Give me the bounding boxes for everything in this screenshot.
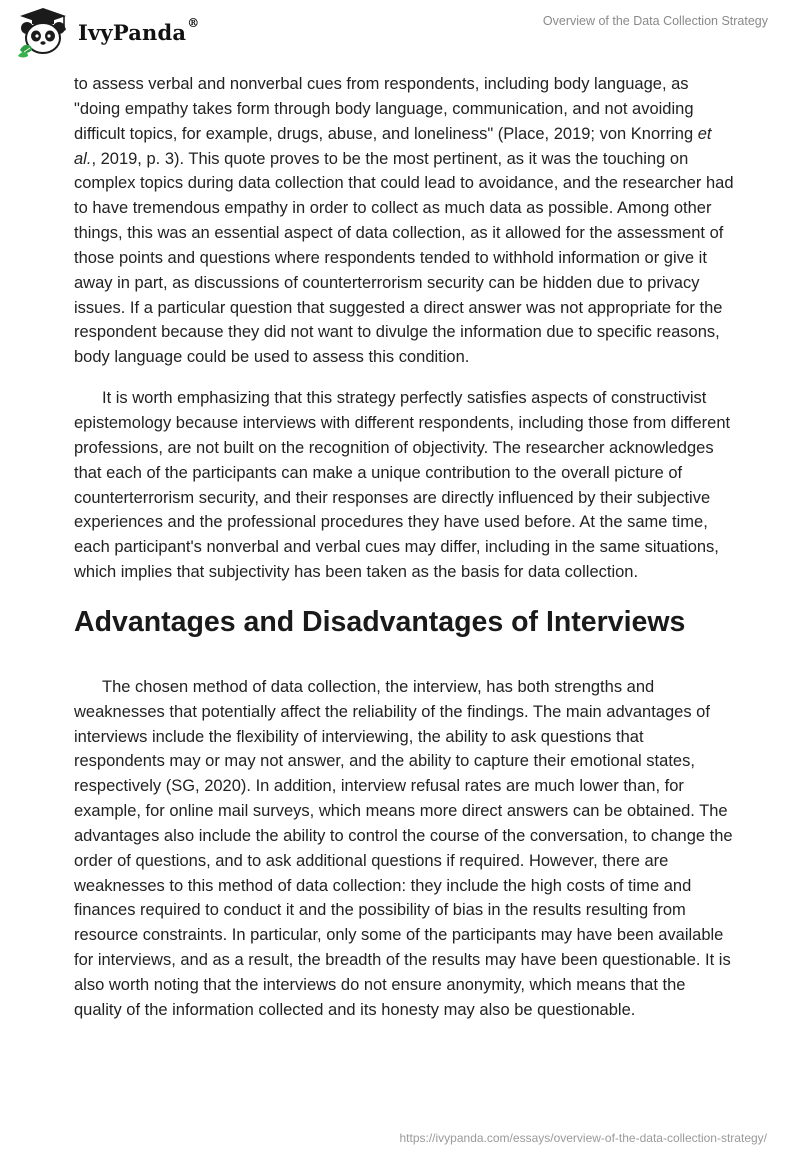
document-title: Overview of the Data Collection Strategy — [542, 14, 768, 28]
body-paragraph-3: The chosen method of data collection, the interview, has both strengths and weaknesses that potentially affect the reliability of the findings. The main advantages of interviews include the flexibility of interviewing, the ability to ask questions that respondents may or may not answer, and the ability to capture their emotional states, respectively (SG, 2020). In addition, interview refusal rates are much lower than, for example, for online mail surveys, which means more direct answers can be obtained. The advantages also include the ability to control the course of the conversation, to change the order of questions, and to ask additional questions if required. However, there are weaknesses to this method of data collection: they include the high costs of time and finances required to conduct it and the possibility of bias in the results resulting from resource constraints. In particular, only some of the participants may have been available for interviews, and as a result, the breadth of the results may have been questionable. It is also worth noting that the interviews do not ensure anonymity, which means that the quality of the information collected and its honesty may also be questionable. — [74, 677, 733, 1019]
body-paragraph-1 — [74, 72, 734, 370]
brand-name — [78, 15, 200, 45]
page-header — [0, 0, 800, 64]
section-heading: Advantages and Disadvantages of Interviews — [74, 605, 686, 638]
panda-graduate-logo-icon — [16, 6, 70, 58]
paragraph-1-text-end: , 2019, p. 3). This quote proves to be the most pertinent, as it was the touching on complex topics during data collection that could lead to avoidance, and the researcher had to have tremendous empathy in order to collect as much data as possible. Among other things, this was an essential aspect of data collection, as it allowed for the assessment of those points and questions where respondents tended to withhold information or give it away in part, as discussions of counterterrorism security can be hidden due to privacy issues. If a particular question that suggested a direct answer was not appropriate for the respondent because they did not want to divulge the information due to specific reasons, body language could be used to assess this condition. — [74, 149, 734, 367]
ivypanda-logo[interactable] — [16, 6, 199, 58]
paragraph-1-italic: et al. — [74, 124, 712, 168]
registered-mark: ® — [187, 15, 200, 30]
brand-text: IvyPanda — [78, 19, 187, 45]
essay-body — [74, 72, 734, 1023]
paragraph-1-text-start: to assess verbal and nonverbal cues from respondents, including body language, as "doing empathy takes form through body language, communication, and not avoiding difficult topics, for example, drugs, abuse, and loneliness" (Place, 2019; von Knorring — [74, 75, 698, 143]
body-paragraph-2: It is worth emphasizing that this strategy perfectly satisfies aspects of constructivist epistemology because interviews with different respondents, including those from different professions, are not built on the recognition of objectivity. The researcher acknowledges that each of the participants can make a unique contribution to the overall picture of counterterrorism security, and their responses are directly influenced by their subjective experiences and the professional procedures they have used before. At the same time, each participant's nonverbal and verbal cues may differ, including in the same situations, which implies that subjectivity has been taken as the basis for data collection. — [74, 389, 731, 582]
source-url[interactable]: https://ivypanda.com/essays/overview-of-the-data-collection-strategy/ — [399, 1131, 767, 1145]
